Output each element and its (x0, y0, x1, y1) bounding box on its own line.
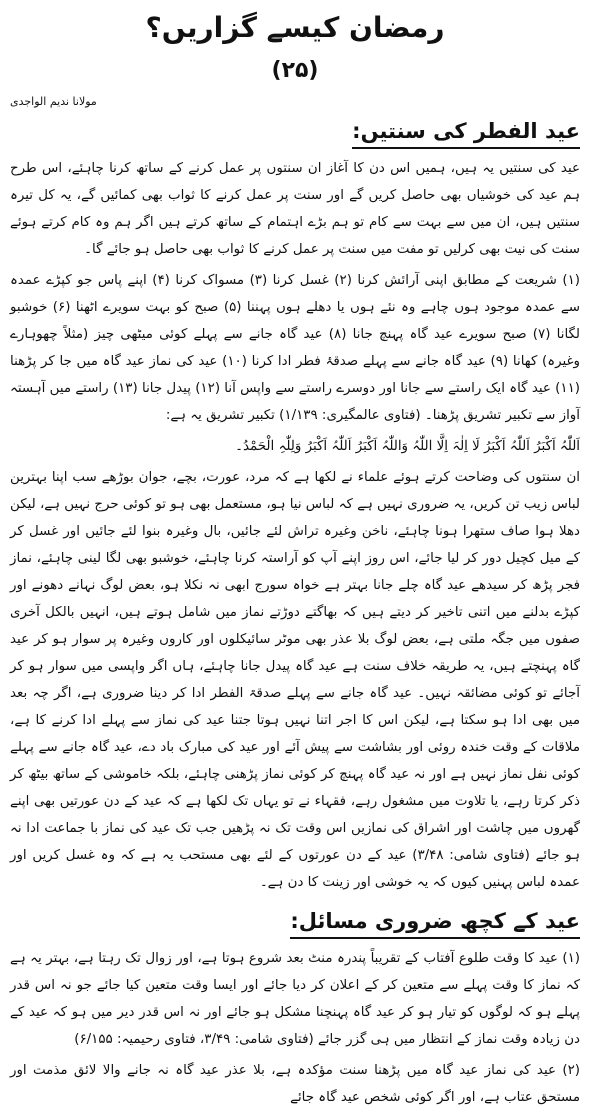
section-heading: عید کے کچھ ضروری مسائل: (290, 906, 580, 939)
paragraph: عید کی سنتیں یہ ہیں، ہمیں اس دن کا آغاز ان سنتوں پر عمل کرنے کے ساتھ کرنا چاہئے، اس طرح ہم عید کی خوشیاں بھی حاصل کریں گے اور سنت پر عمل کرنے کا ثواب بھی کمائیں گے، یہ کل تیرہ سنتیں ہیں، ان میں سے بہت سے کام تو ہم بڑے اہتمام کے ساتھ کرتے ہیں اگر ہم وہ کام کرتے ہوئے سنت کی نیت بھی کرلیں تو مفت میں سنت پر عمل کرنے کا ثواب بھی حاصل ہو جائے گا۔ (10, 161, 580, 257)
episode-number: (۲۵) (271, 58, 319, 83)
section-heading: عید الفطر کی سنتیں: (352, 116, 580, 149)
takbir-text: اَللّٰہُ اَکْبَرُ اَللّٰہُ اَکْبَرُ لَا اِلٰہَ اِلَّا اللّٰہُ وَاللّٰہُ اَکْبَرُ اَللّٰہُ اَکْبَرُ وَلِلّٰہِ الْحَمْدُ۔ (235, 439, 580, 454)
paragraph: ان سنتوں کی وضاحت کرتے ہوئے علماء نے لکھا ہے کہ مرد، عورت، بچے، جوان بوڑھے سب اپنا بہترین لباس زیب تن کریں، یہ ضروری نہیں ہے کہ لباس نیا ہو، مستعمل بھی ہو تو کوئی حرج نہیں ہے، لیکن دھلا ہوا صاف ستھرا ہونا چاہئے، ناخن وغیرہ تراش لئے جائیں، بال وغیرہ بنوا لئے جائیں اور غسل کر کے میل کچیل دور کر لیا جائے، اس روز اپنے آپ کو آراستہ کرنا چاہئے، خوشبو بھی لگا لینی چاہئے، نماز فجر پڑھ کر سیدھے عید گاہ چلے جانا بہتر ہے خواہ سورج ابھی نہ نکلا ہو، بعض لوگ نہانے دھونے اور کپڑے بدلنے میں اتنی تاخیر کر دیتے ہیں کہ بھاگتے دوڑتے نماز میں شامل ہوتے ہیں، انہیں بالکل آخری صفوں میں جگہ ملتی ہے، بعض لوگ بلا عذر بھی موٹر سائیکلوں اور کاروں وغیرہ پر سوار ہو کر عید گاہ پہنچتے ہیں، یہ طریقہ خلاف سنت ہے عید گاہ پیدل جانا چاہئے، ہاں اگر واپسی میں سوار ہو کر آجائے تو کوئی مضائقہ نہیں۔ عید گاہ جانے سے پہلے صدقۃ الفطر ادا کر دینا ضروری ہے، اگر چہ بعد میں بھی ادا ہو سکتا ہے، لیکن اس کا اجر اتنا نہیں ہوتا جتنا عید کی نماز سے پہلے ادا کرنے کا ہے، ملاقات کے وقت خندہ روئی اور بشاشت سے پیش آئے اور عید کی مبارک باد دے، عید گاہ جانے سے پہلے کوئی نفل نماز نہیں ہے اور نہ عید گاہ پہنچ کر کوئی نماز پڑھنی چاہئے، بلکہ خاموشی کے ساتھ بیٹھ کر ذکر کرتا رہے، یا تلاوت میں مشغول رہے، فقہاء نے تو یہاں تک لکھا ہے کہ عید کے دن عورتیں بھی اپنے گھروں میں چاشت اور اشراق کی نمازیں اس وقت تک نہ پڑھیں جب تک عید کی نماز با جماعت ادا نہ ہو جائے (فتاوی شامی: ۳/۴۸) عید کے دن عورتوں کے لئے بھی مستحب یہ ہے کہ وہ غسل کریں اور عمدہ لباس پہنیں کیوں کہ یہ خوشی اور زینت کا دن ہے۔ (10, 470, 580, 890)
page-title: رمضان کیسے گزاریں؟ (145, 11, 445, 44)
section-eid-rulings (10, 900, 580, 945)
paragraph: (۱) عید کا وقت طلوع آفتاب کے تقریباً پندرہ منٹ بعد شروع ہوتا ہے، اور زوال تک رہتا ہے، بہتر یہ ہے کہ نماز کا وقت پہلے سے متعین کر کے اعلان کر دیا جائے اور ایسا وقت متعین کیا جائے جو نہ اس قدر پہلے ہو کہ لوگوں کو تیار ہو کر عید گاہ پہنچنا مشکل ہو جائے اور نہ اس قدر دیر میں ہو کہ عید کے دن زیادہ وقت نماز کے انتظار میں ہی گزر جائے (فتاوی شامی: ۳/۴۹، فتاوی رحیمیہ: ۶/۱۵۵) (10, 951, 580, 1047)
section-eid-sunnahs (10, 110, 580, 155)
author-name: مولانا ندیم الواجدی (10, 95, 97, 108)
paragraph: (۱) شریعت کے مطابق اپنی آرائش کرنا (۲) غسل کرنا (۳) مسواک کرنا (۴) اپنے پاس جو کپڑے عمدہ سے عمدہ موجود ہوں چاہے وہ نئے ہوں یا دھلے ہوں پہننا (۵) صبح کو بہت سویرے اٹھنا (۶) خوشبو لگانا (۷) صبح سویرے عید گاہ پہنچ جانا (۸) عید گاہ جانے سے پہلے کوئی میٹھی چیز (مثلاً چھوہارے وغیرہ) کھانا (۹) عید گاہ جانے سے پہلے صدقۂ فطر ادا کرنا (۱۰) عید کی نماز عید گاہ میں جا کر پڑھنا (۱۱) عید گاہ ایک راستے سے جانا اور دوسرے راستے سے واپس آنا (۱۲) پیدل جانا (۱۳) راستے میں آہستہ آواز سے تکبیر تشریق پڑھنا۔ (فتاوی عالمگیری: ۱/۱۳۹) تکبیر تشریق یہ ہے: (10, 273, 580, 423)
paragraph: (۲) عید کی نماز عید گاہ میں پڑھنا سنت مؤکدہ ہے، بلا عذر عید گاہ نہ جانے والا لائق مذمت اور مستحق عتاب ہے، اور اگر کوئی شخص عید گاہ جائے (10, 1063, 580, 1105)
